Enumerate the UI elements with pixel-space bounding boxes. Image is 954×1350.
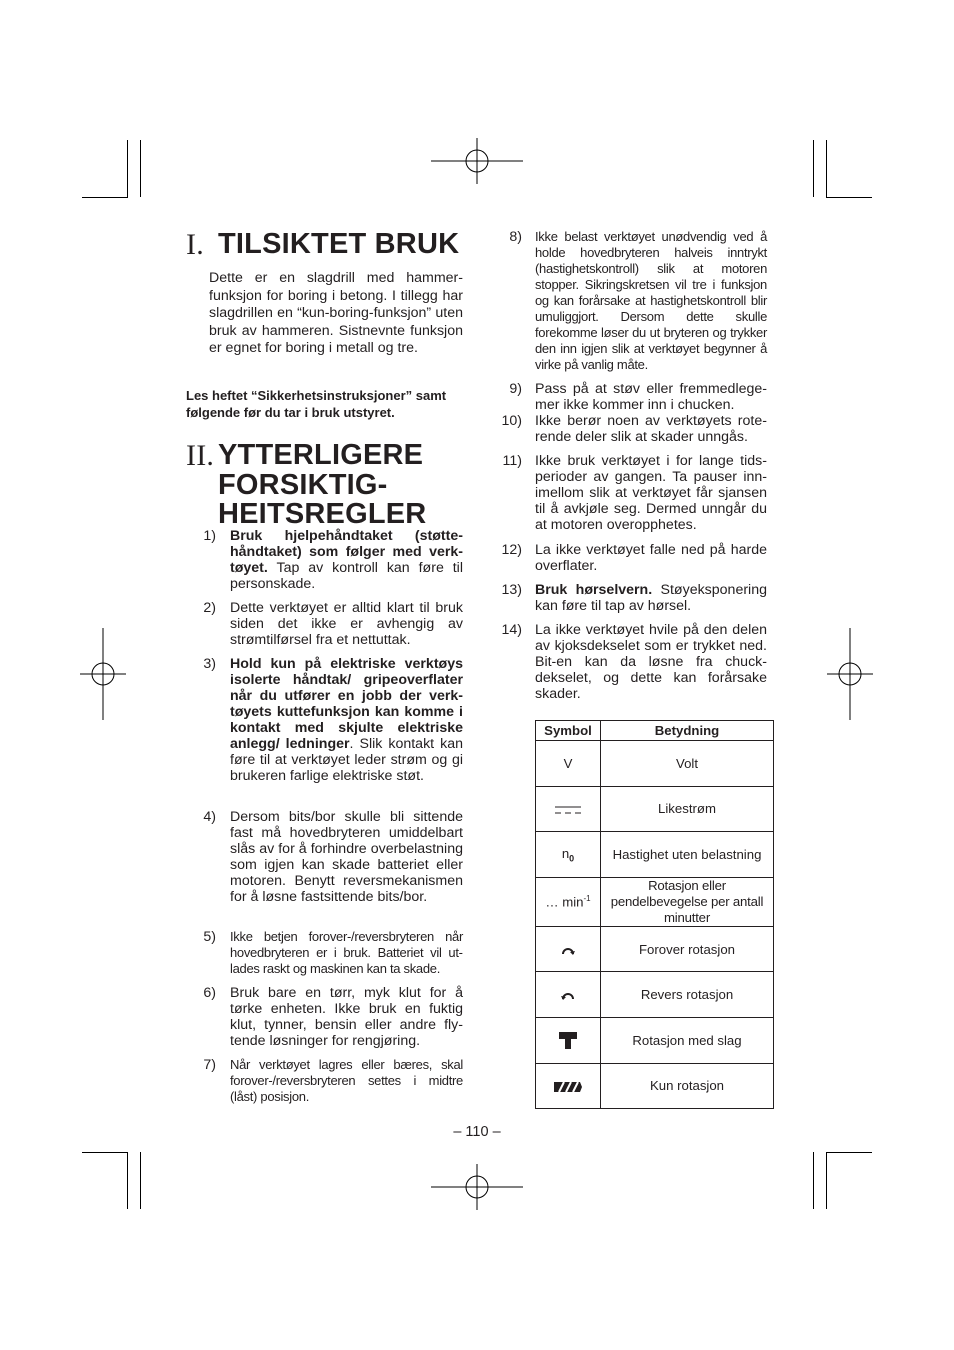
table-header-symbol: Symbol — [536, 721, 601, 741]
table-cell-symbol: $n_0$ — [536, 832, 601, 878]
section-2-heading — [186, 441, 426, 530]
list-item-text: La ikke verktøyet hvile på den delen av kjoksdekselet som er trykket ned. Bit-en kan da løsne fra chuckdekselet, og dette kan forårsake skader. — [535, 622, 767, 702]
table-cell-meaning: Revers rotasjon — [601, 972, 774, 1018]
list-item-text: Hold kun på elektriske verktøys isolerte håndtak/ gripeoverflater når du utfører en jobb der verktøyets kuttefunksjon kan komme i kontakt med skjulte elektriske anlegg/ ledninger. Slik kontakt kan føre til at verktøyet leder strøm og gi brukeren farlige elektriske støt. — [230, 656, 463, 784]
table-row — [536, 741, 774, 787]
table-cell-symbol: … $\min^{-1}$ — [536, 877, 601, 926]
list-item-number: 11) — [502, 453, 522, 469]
registration-mark-right — [827, 628, 873, 720]
list-item-text: Dette verktøyet er alltid klart til bruk siden det ikke er avhengig av strømtilførsel fra et nettuttak. — [230, 600, 463, 648]
hammer-icon — [558, 1030, 578, 1050]
section-2-title-line-3: HEITSREGLER — [218, 498, 427, 530]
list-item-number: 14) — [501, 622, 522, 638]
list-item-number: 10) — [501, 413, 522, 429]
list-item-text: La ikke verktøyet falle ned på harde overflater. — [535, 542, 767, 574]
table-cell-meaning: Rotasjon med slag — [601, 1017, 774, 1063]
list-item-number: 2) — [203, 600, 216, 616]
table-cell-symbol — [536, 972, 601, 1018]
table-cell-meaning: Hastighet uten belastning — [601, 832, 774, 878]
list-item-text: Ikke belast verktøyet unødvendig ved å holde hovedbryteren halveis inntrykt (hastighetskontroll) slik at motoren stopper. Sikringskretsen vil tre i funksjon og kan forårsake at hastighetskontroll blir umuliggjort. Dersom dette skulle forekomme løser du ut bryteren og trykker den inn igjen slik at verktøyet begynner å virke på vanlig måte. — [535, 229, 767, 372]
section-2-roman: II. — [186, 439, 215, 472]
table-row — [536, 832, 774, 878]
list-item-text: Ikke berør noen av verktøyets roterende deler slik at skader unngås. — [535, 413, 767, 445]
list-item-number: 4) — [203, 809, 216, 825]
table-header-meaning: Betydning — [601, 721, 774, 741]
list-item-number: 5) — [203, 929, 216, 945]
section-1-note: Les heftet “Sikkerhetsinstruksjoner” samt følgende før du tar i bruk utstyret. — [186, 388, 447, 420]
section-1-body: Dette er en slagdrill med hammerfunksjon for boring i betong. I tillegg har slagdrillen en “kun-boring-funksjon” uten bruk av hammeren. Sistnevnte funksjon er egnet for boring i metall og tre. — [209, 270, 463, 356]
table-cell-meaning: Rotasjon eller pendelbevegelse per antall minutter — [601, 877, 774, 926]
table-row — [536, 972, 774, 1018]
table-cell-symbol — [536, 1017, 601, 1063]
list-item-text: Bruk bare en tørr, myk klut for å tørke enheten. Ikke bruk en fuktig klut, tynner, bensin eller andre flytende løsninger for rengjøring. — [230, 985, 463, 1049]
list-item-number: 3) — [203, 656, 216, 672]
dc-icon — [554, 805, 582, 815]
table-row — [536, 1017, 774, 1063]
registration-mark-bottom — [431, 1164, 523, 1210]
list-item-text: Bruk hjelpehåndtaket (støttehåndtaket) som følger med verktøyet. Tap av kontroll kan føre til personskade. — [230, 528, 463, 592]
registration-mark-left — [80, 628, 126, 720]
table-header-row — [536, 721, 774, 741]
list-item-number: 7) — [203, 1057, 216, 1073]
table-row — [536, 926, 774, 972]
table-cell-meaning: Forover rotasjon — [601, 926, 774, 972]
list-item-number: 12) — [501, 542, 522, 558]
table-cell-symbol: V — [536, 741, 601, 787]
list-item-text: Pass på at støv eller fremmedlegemer ikke kommer inn i chucken. — [535, 381, 767, 413]
table-row — [536, 1063, 774, 1109]
table-cell-meaning: Kun rotasjon — [601, 1063, 774, 1109]
page-number: – 110 – — [453, 1124, 501, 1140]
symbol-table — [535, 720, 774, 1109]
table-cell-meaning: Volt — [601, 741, 774, 787]
table-row — [536, 877, 774, 926]
section-2-title-line-2: FORSIKTIG- — [218, 468, 388, 501]
table-cell-symbol — [536, 1063, 601, 1109]
list-item-text: Dersom bits/bor skulle bli sittende fast må hovedbryteren umiddelbart slås av for å forhindre overbelastning som igjen kan skade batteriet eller motoren. Benytt reversmekanismen for å løsne fastsittende bits/bor. — [230, 809, 463, 905]
list-item-number: 8) — [509, 229, 522, 245]
list-item-text: Ikke betjen forover-/reversbryteren når hovedbryteren er i bruk. Batteriet vil utlades raskt og maskinen kan ta skade. — [230, 929, 463, 976]
section-2-title-line-1: YTTERLIGERE — [218, 439, 424, 471]
drill-bit-icon — [553, 1081, 583, 1093]
table-cell-symbol — [536, 926, 601, 972]
section-1-roman: I. — [186, 228, 204, 261]
list-item-number: 13) — [501, 582, 522, 598]
list-item-text: Ikke bruk verktøyet i for lange tidsperioder av gangen. Ta pauser innimellom slik at verktøyet får sjansen til å avkjøle seg. Dermed unngår du at motoren overopphetes. — [535, 453, 767, 533]
registration-mark-top — [431, 138, 523, 184]
table-cell-meaning: Likestrøm — [601, 786, 774, 832]
reverse-rotation-icon — [560, 988, 576, 1002]
section-1-title: TILSIKTET BRUK — [218, 228, 460, 260]
list-item-number: 6) — [203, 985, 216, 1001]
list-item-text: Når verktøyet lagres eller bæres, skal forover-/reversbryteren settes i midtre (låst) posisjon. — [230, 1057, 463, 1104]
forward-rotation-icon — [560, 943, 576, 957]
list-item-number: 9) — [509, 381, 522, 397]
list-item-number: 1) — [203, 528, 216, 544]
table-row — [536, 786, 774, 832]
section-1-heading — [186, 230, 459, 260]
table-cell-symbol — [536, 786, 601, 832]
list-item-text: Bruk hørselvern. Støyeksponering kan føre til tap av hørsel. — [535, 582, 767, 614]
